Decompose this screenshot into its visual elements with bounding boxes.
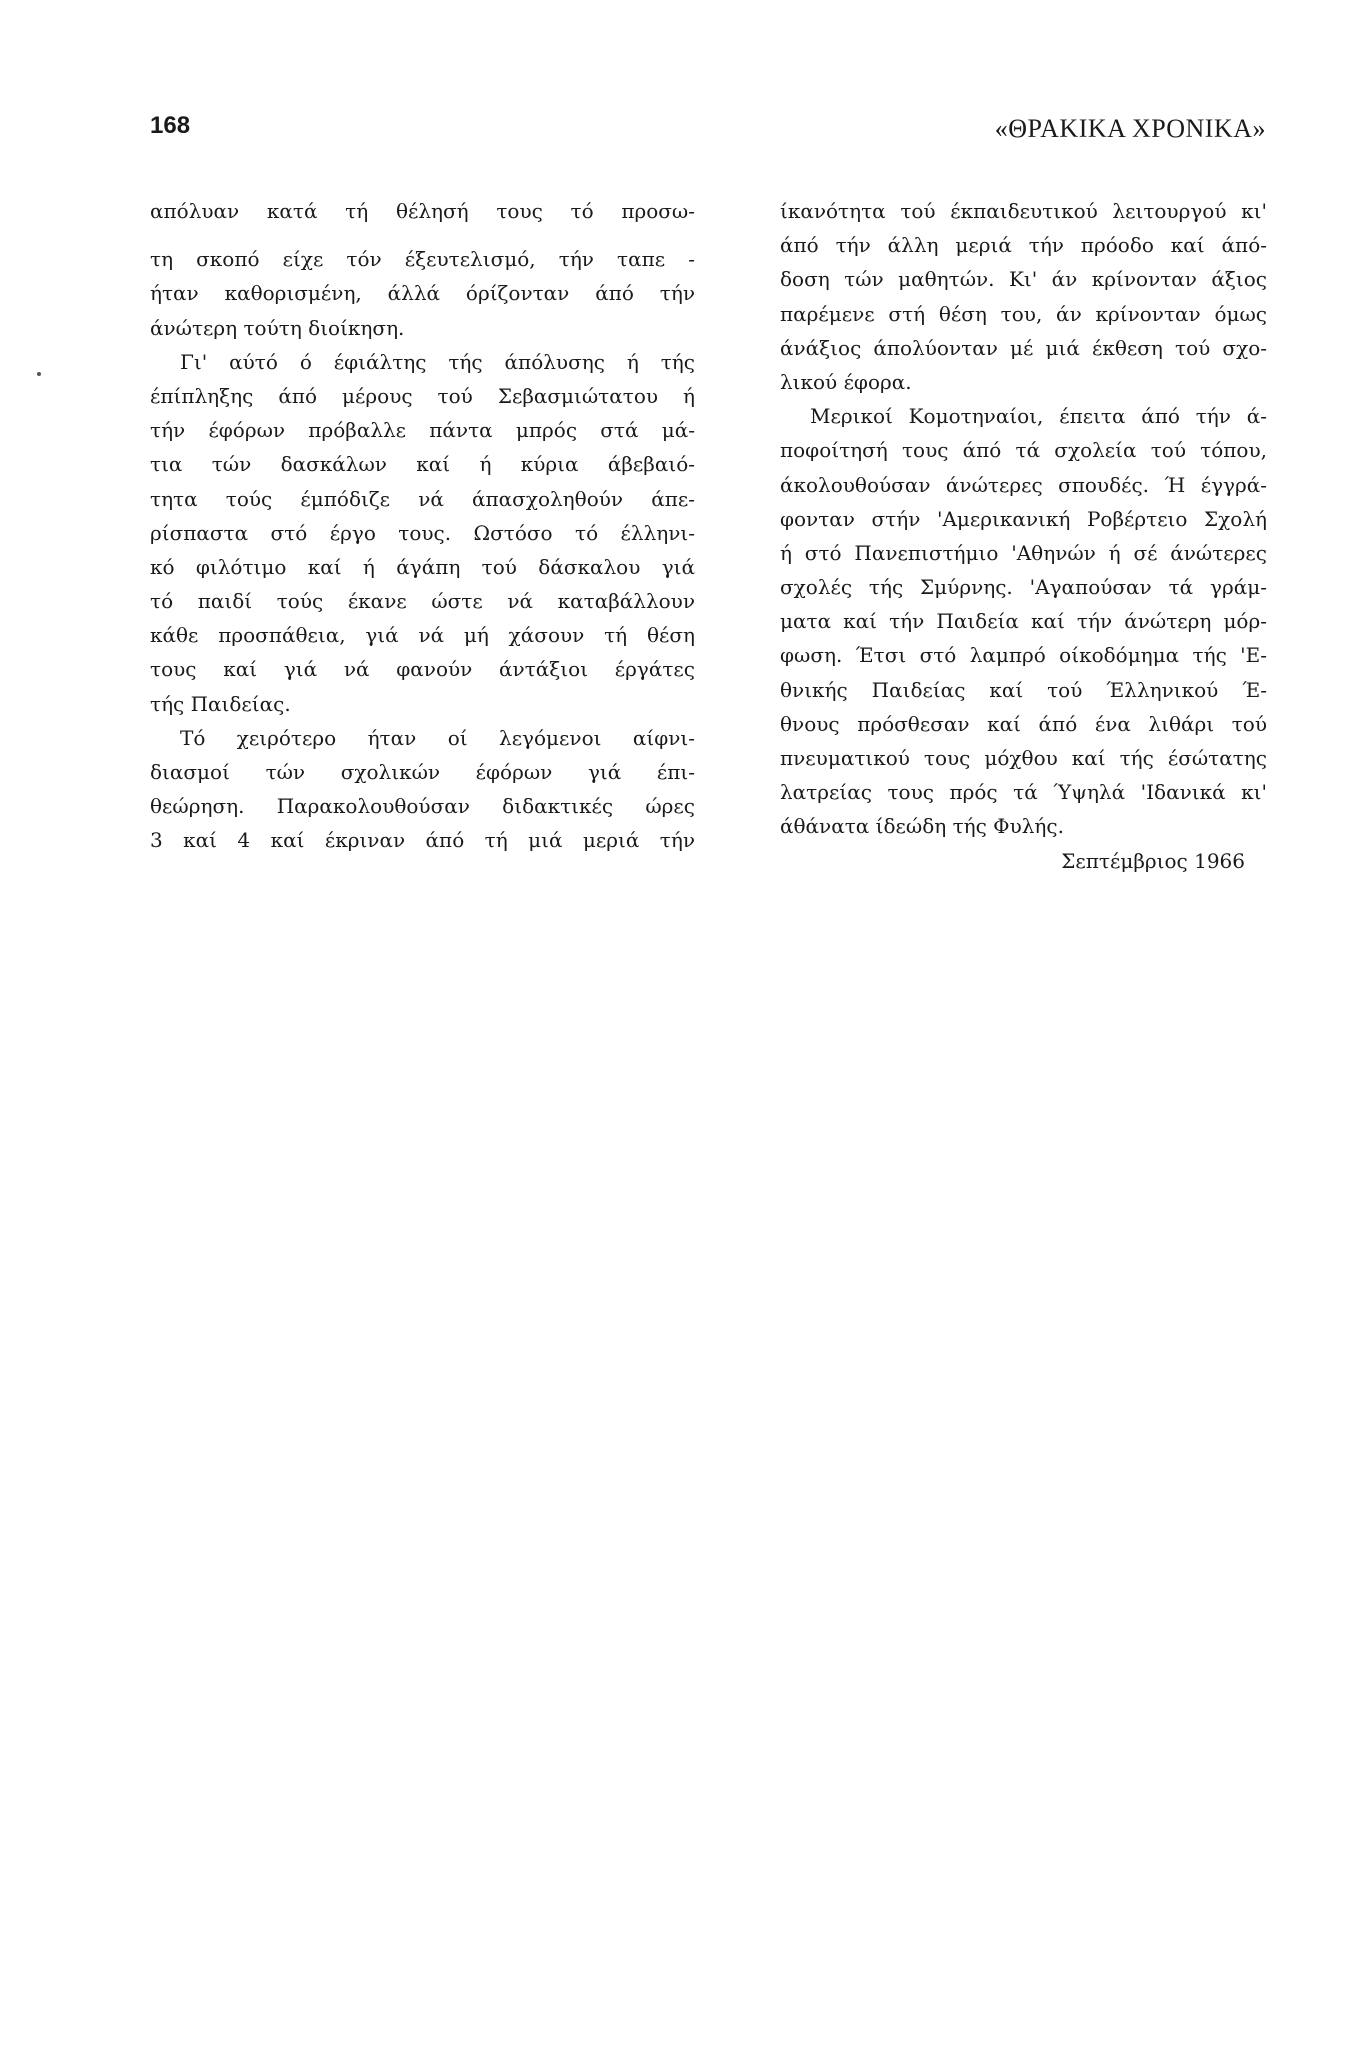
page-number: 168 bbox=[150, 112, 191, 139]
text-line: άνώτερη τούτη διοίκηση. bbox=[150, 315, 405, 340]
text-line: πνευματικού τους μόχθου καί τής έσώτατης bbox=[780, 746, 1267, 770]
left-text-column bbox=[150, 194, 695, 858]
text-line: ήταν καθορισμένη, άλλά όρίζονταν άπό τήν bbox=[150, 281, 695, 306]
text-line: Τό χειρότερο ήταν οί λεγόμενοι αίφνι- bbox=[180, 725, 695, 750]
text-line: άνάξιος άπολύονταν μέ μιά έκθεση τού σχο- bbox=[780, 335, 1267, 360]
text-line: τήν έφόρων πρόβαλλε πάντα μπρός στά μά- bbox=[150, 418, 695, 443]
text-line: τής Παιδείας. bbox=[150, 691, 291, 716]
journal-title: «ΘΡΑΚΙΚΑ ΧΡΟΝΙΚΑ» bbox=[994, 114, 1266, 143]
text-line: άκολουθούσαν άνώτερες σπουδές. Ή έγγρά- bbox=[780, 472, 1267, 497]
text-line: λατρείας τους πρός τά Ύψηλά 'Ιδανικά κι' bbox=[780, 780, 1267, 805]
text-line: τητα τούς έμπόδιζε νά άπασχοληθούν άπε- bbox=[150, 486, 695, 511]
text-line: ματα καί τήν Παιδεία καί τήν άνώτερη μόρ- bbox=[780, 609, 1267, 634]
text-line: ρίσπαστα στό έργο τους. Ωστόσο τό έλληνι- bbox=[150, 520, 695, 545]
text-line: φονταν στήν 'Αμερικανική Ροβέρτειο Σχολή bbox=[780, 506, 1267, 531]
text-line: ποφοίτησή τους άπό τά σχολεία τού τόπου, bbox=[780, 438, 1267, 463]
text-line: παρέμενε στή θέση του, άν κρίνονταν όμως bbox=[780, 301, 1267, 326]
text-line: φωση. Έτσι στό λαμπρό οίκοδόμημα τής 'Ε- bbox=[780, 643, 1267, 668]
text-line: δοση τών μαθητών. Κι' άν κρίνονταν άξιος bbox=[780, 267, 1267, 292]
right-text-column bbox=[780, 194, 1267, 878]
text-line: θεώρηση. Παρακολουθούσαν διδακτικές ώρες bbox=[150, 794, 695, 819]
text-line: κάθε προσπάθεια, γιά νά μή χάσουν τή θέση bbox=[150, 623, 695, 648]
text-line: σχολές τής Σμύρνης. 'Αγαπούσαν τά γράμ- bbox=[780, 575, 1267, 600]
text-line: απόλυαν κατά τή θέλησή τους τό προσω- bbox=[150, 199, 695, 223]
text-line: θνους πρόσθεσαν καί άπό ένα λιθάρι τού bbox=[780, 711, 1267, 736]
text-line: λικού έφορα. bbox=[780, 369, 912, 394]
text-line: τό παιδί τούς έκανε ώστε νά καταβάλλουν bbox=[150, 589, 695, 614]
date-signoff: Σεπτέμβριος 1966 bbox=[1061, 848, 1245, 873]
text-line: θνικής Παιδείας καί τού Έλληνικού Έ- bbox=[780, 677, 1267, 702]
text-line: τους καί γιά νά φανούν άντάξιοι έργάτες bbox=[150, 657, 695, 682]
text-line: ή στό Πανεπιστήμιο 'Αθηνών ή σέ άνώτερες bbox=[780, 540, 1267, 565]
text-line: άπό τήν άλλη μεριά τήν πρόοδο καί άπό- bbox=[780, 233, 1267, 258]
text-line: 3 καί 4 καί έκριναν άπό τή μιά μεριά τήν bbox=[150, 828, 695, 853]
text-line: ίκανότητα τού έκπαιδευτικού λειτουργού κι' bbox=[780, 199, 1267, 223]
text-line: διασμοί τών σχολικών έφόρων γιά έπι- bbox=[150, 760, 695, 784]
text-line: τια τών δασκάλων καί ή κύρια άβεβαιό- bbox=[150, 452, 695, 477]
text-line: τη σκοπό είχε τόν έξευτελισμό, τήν ταπε - bbox=[150, 247, 695, 272]
text-line: άθάνατα ίδεώδη τής Φυλής. bbox=[780, 814, 1064, 839]
text-line: κό φιλότιμο καί ή άγάπη τού δάσκαλου γιά bbox=[150, 554, 695, 579]
margin-speck bbox=[37, 372, 41, 376]
text-line: έπίπληξης άπό μέρους τού Σεβασμιώτατου ή bbox=[150, 383, 695, 408]
text-line: Γι' αύτό ό έφιάλτης τής άπόλυσης ή τής bbox=[180, 349, 695, 374]
text-line: Μερικοί Κομοτηναίοι, έπειτα άπό τήν ά- bbox=[810, 404, 1267, 429]
